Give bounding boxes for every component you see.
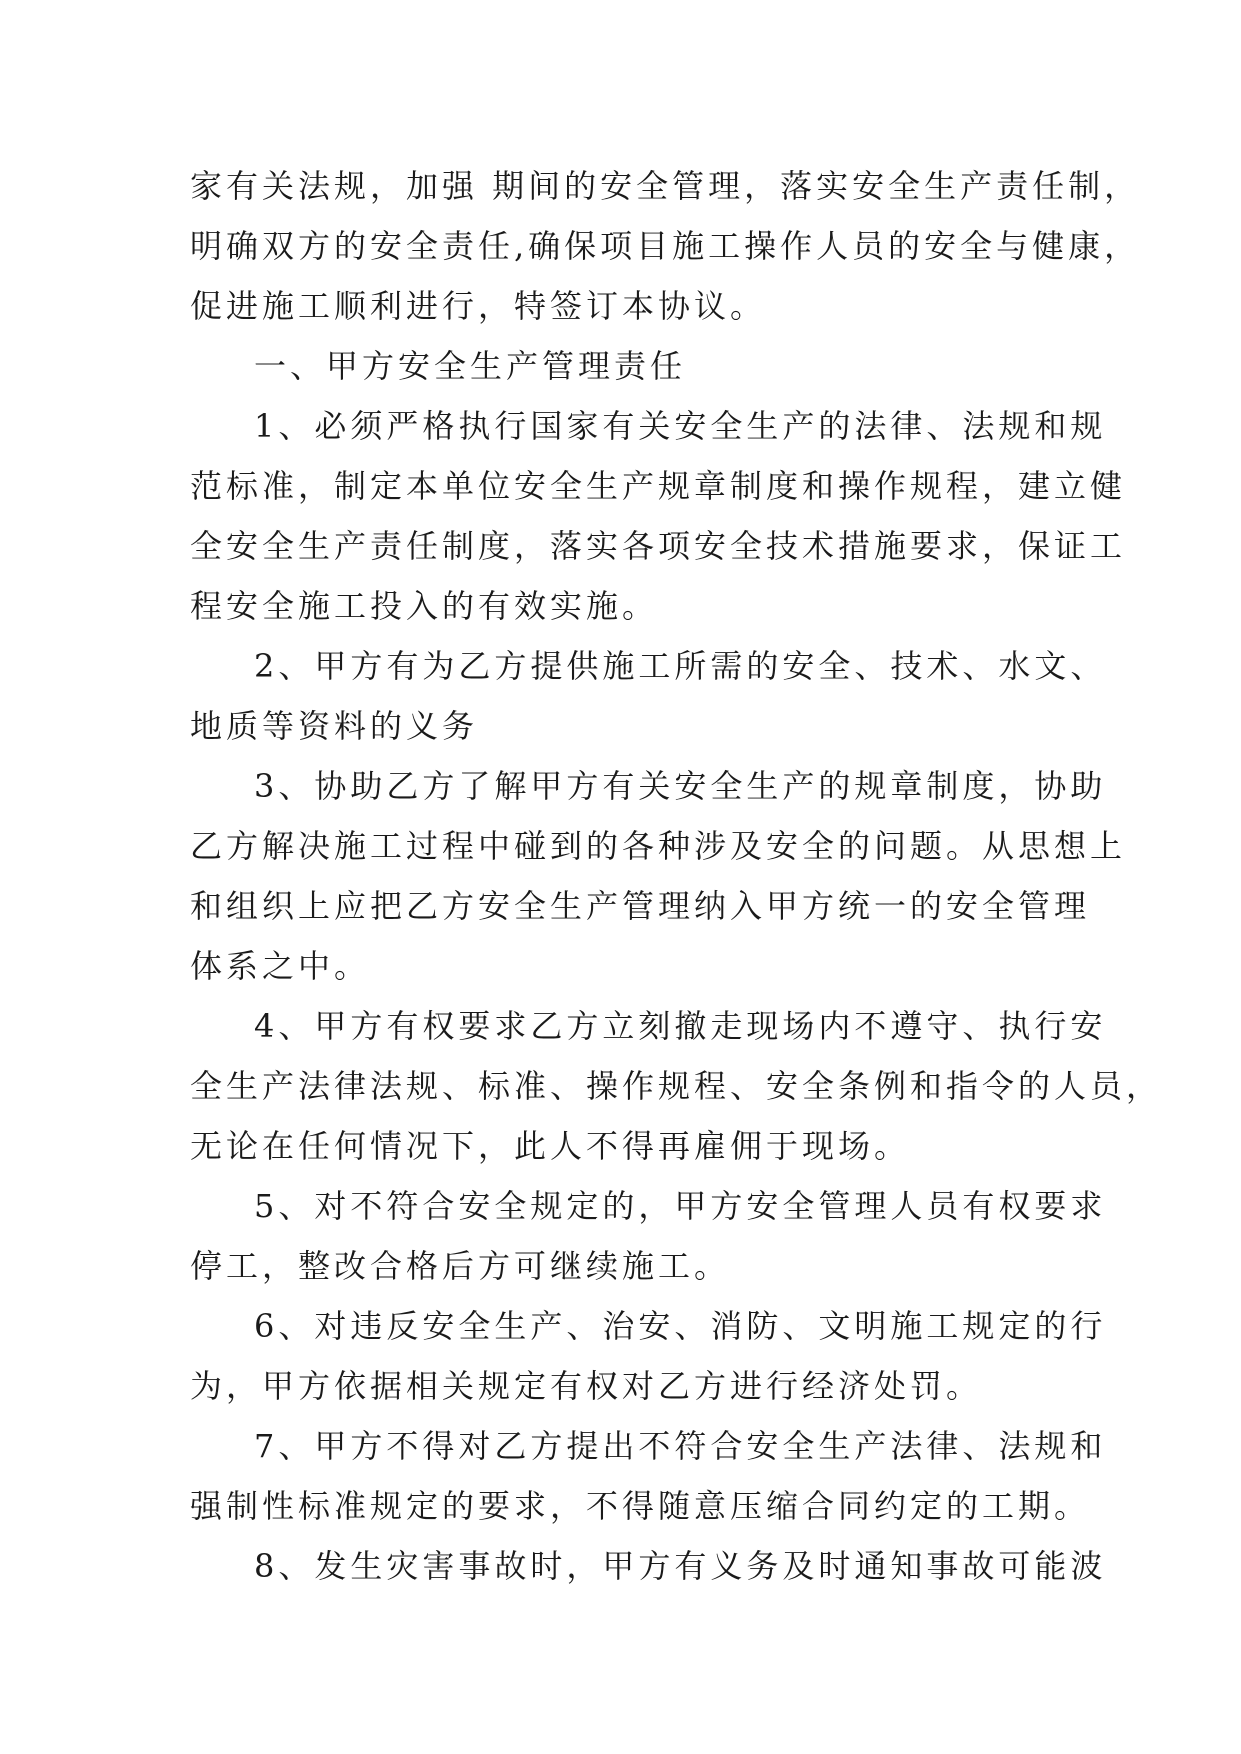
text-line: 乙方解决施工过程中碰到的各种涉及安全的问题。从思想上 [190, 827, 1127, 865]
clause-7-start: 7、甲方不得对乙方提出不符合安全生产法律、法规和 [254, 1427, 1107, 1465]
text-line: 强制性标准规定的要求，不得随意压缩合同约定的工期。 [190, 1487, 1091, 1525]
text-line: 明确双方的安全责任,确保项目施工操作人员的安全与健康， [190, 227, 1141, 265]
body-text [190, 156, 1163, 1596]
clause-3-start: 3、协助乙方了解甲方有关安全生产的规章制度，协助 [254, 767, 1107, 805]
text-line: 促进施工顺利进行，特签订本协议。 [190, 287, 767, 325]
clause-5-start: 5、对不符合安全规定的，甲方安全管理人员有权要求 [254, 1187, 1107, 1225]
text-line: 程安全施工投入的有效实施。 [190, 587, 659, 625]
text-line: 家有关法规，加强 期间的安全管理，落实安全生产责任制， [190, 167, 1141, 205]
text-line: 全安全生产责任制度，落实各项安全技术措施要求，保证工 [190, 527, 1127, 565]
text-line: 范标准，制定本单位安全生产规章制度和操作规程，建立健 [190, 467, 1127, 505]
clause-4-start: 4、甲方有权要求乙方立刻撤走现场内不遵守、执行安 [254, 1007, 1107, 1045]
clause-8-start: 8、发生灾害事故时，甲方有义务及时通知事故可能波 [254, 1547, 1107, 1585]
clause-6-start: 6、对违反安全生产、治安、消防、文明施工规定的行 [254, 1307, 1107, 1345]
section-heading: 一、甲方安全生产管理责任 [254, 347, 687, 385]
text-line: 和组织上应把乙方安全生产管理纳入甲方统一的安全管理 [190, 887, 1091, 925]
text-line: 停工，整改合格后方可继续施工。 [190, 1247, 731, 1285]
text-line: 全生产法律法规、标准、操作规程、安全条例和指令的人员， [190, 1067, 1163, 1105]
text-line: 体系之中。 [190, 947, 371, 985]
text-line: 为，甲方依据相关规定有权对乙方进行经济处罚。 [190, 1367, 983, 1405]
text-line: 无论在任何情况下，此人不得再雇佣于现场。 [190, 1127, 911, 1165]
clause-2-start: 2、甲方有为乙方提供施工所需的安全、技术、水文、 [254, 647, 1107, 685]
clause-1-start: 1、必须严格执行国家有关安全生产的法律、法规和规 [254, 407, 1107, 445]
text-line: 地质等资料的义务 [190, 707, 479, 745]
